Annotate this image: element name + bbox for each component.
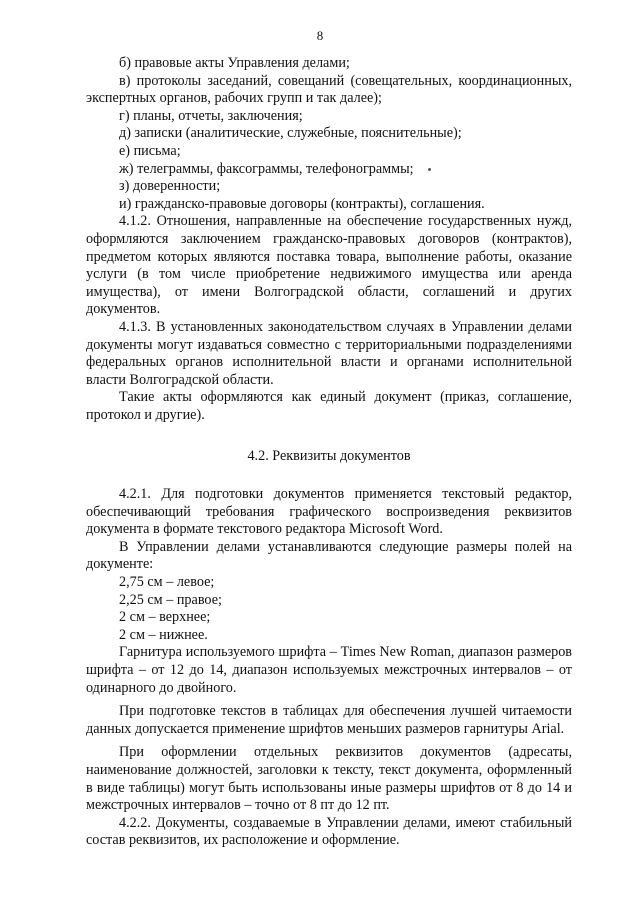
scan-speck xyxy=(428,168,431,171)
section-heading: 4.2. Реквизиты документов xyxy=(247,448,411,465)
margin-left-item: 2,75 см – левое; xyxy=(119,574,215,591)
list-item-e: е) письма; xyxy=(119,142,181,159)
document-body xyxy=(86,55,572,850)
margin-right-item: 2,25 см – правое; xyxy=(119,591,222,608)
list-item-v: в) протоколы заседаний, совещаний (совещательных, координационных, экспертных органов, рабочих групп и так далее); xyxy=(86,72,572,107)
list-item-z: з) доверенности; xyxy=(119,178,221,195)
paragraph-4-2-1: 4.2.1. Для подготовки документов применяется текстовый редактор, обеспечивающий требования графического воспроизведения реквизитов документа в формате текстового редактора Microsoft Word. xyxy=(86,486,572,538)
list-item-zh-text: ж) телеграммы, факсограммы, телефонограммы; xyxy=(119,160,414,177)
paragraph-margins-intro: В Управлении делами устанавливаются следующие размеры полей на документе: xyxy=(86,538,572,573)
paragraph-font-family: Гарнитура используемого шрифта – Times New Roman, диапазон размеров шрифта – от 12 до 14, диапазон используемых межстрочных интервалов – от одинарного до двойного. xyxy=(86,644,572,696)
list-item-g: г) планы, отчеты, заключения; xyxy=(119,107,303,124)
paragraph-joint-acts: Такие акты оформляются как единый документ (приказ, соглашение, протокол и другие). xyxy=(86,389,572,423)
paragraph-4-1-3: 4.1.3. В установленных законодательством случаях в Управлении делами документы могут издаваться совместно с территориальными подразделениями федеральных органов исполнительной власти и органами исполнительной власти Волгоградской области. xyxy=(86,318,572,388)
margin-bottom-item: 2 см – нижнее. xyxy=(119,626,208,643)
paragraph-4-1-2: 4.1.2. Отношения, направленные на обеспечение государственных нужд, оформляются заключением гражданско-правовых договоров (контрактов), предметом которых являются поставка товара, выполнение работы, оказание услуги (в том числе приобретение недвижимого имущества или аренда имущества), от имени Волгоградской области, соглашений и других документов. xyxy=(86,213,572,318)
paragraph-4-2-2: 4.2.2. Документы, создаваемые в Управлении делами, имеют стабильный состав реквизитов, их расположение и оформление. xyxy=(86,814,572,849)
list-item-zh xyxy=(86,161,572,179)
list-item-i: и) гражданско-правовые договоры (контракты), соглашения. xyxy=(119,195,485,212)
list-item-d: д) записки (аналитические, служебные, пояснительные); xyxy=(119,125,462,142)
list-item-b: б) правовые акты Управления делами; xyxy=(119,55,350,71)
paragraph-requisite-fonts: При оформлении отдельных реквизитов документов (адресаты, наименование должностей, заголовки к тексту, текст документа, оформленный в виде таблицы) могут быть использованы иные размеры шрифтов от 8 до 14 и межстрочных интервалов – точно от 8 пт до 12 пт. xyxy=(86,744,572,814)
paragraph-table-fonts: При подготовке текстов в таблицах для обеспечения лучшей читаемости данных допускается применение шрифтов меньших размеров гарнитуры Arial. xyxy=(86,703,572,737)
page-number: 8 xyxy=(316,28,324,43)
margin-top-item: 2 см – верхнее; xyxy=(119,609,211,626)
